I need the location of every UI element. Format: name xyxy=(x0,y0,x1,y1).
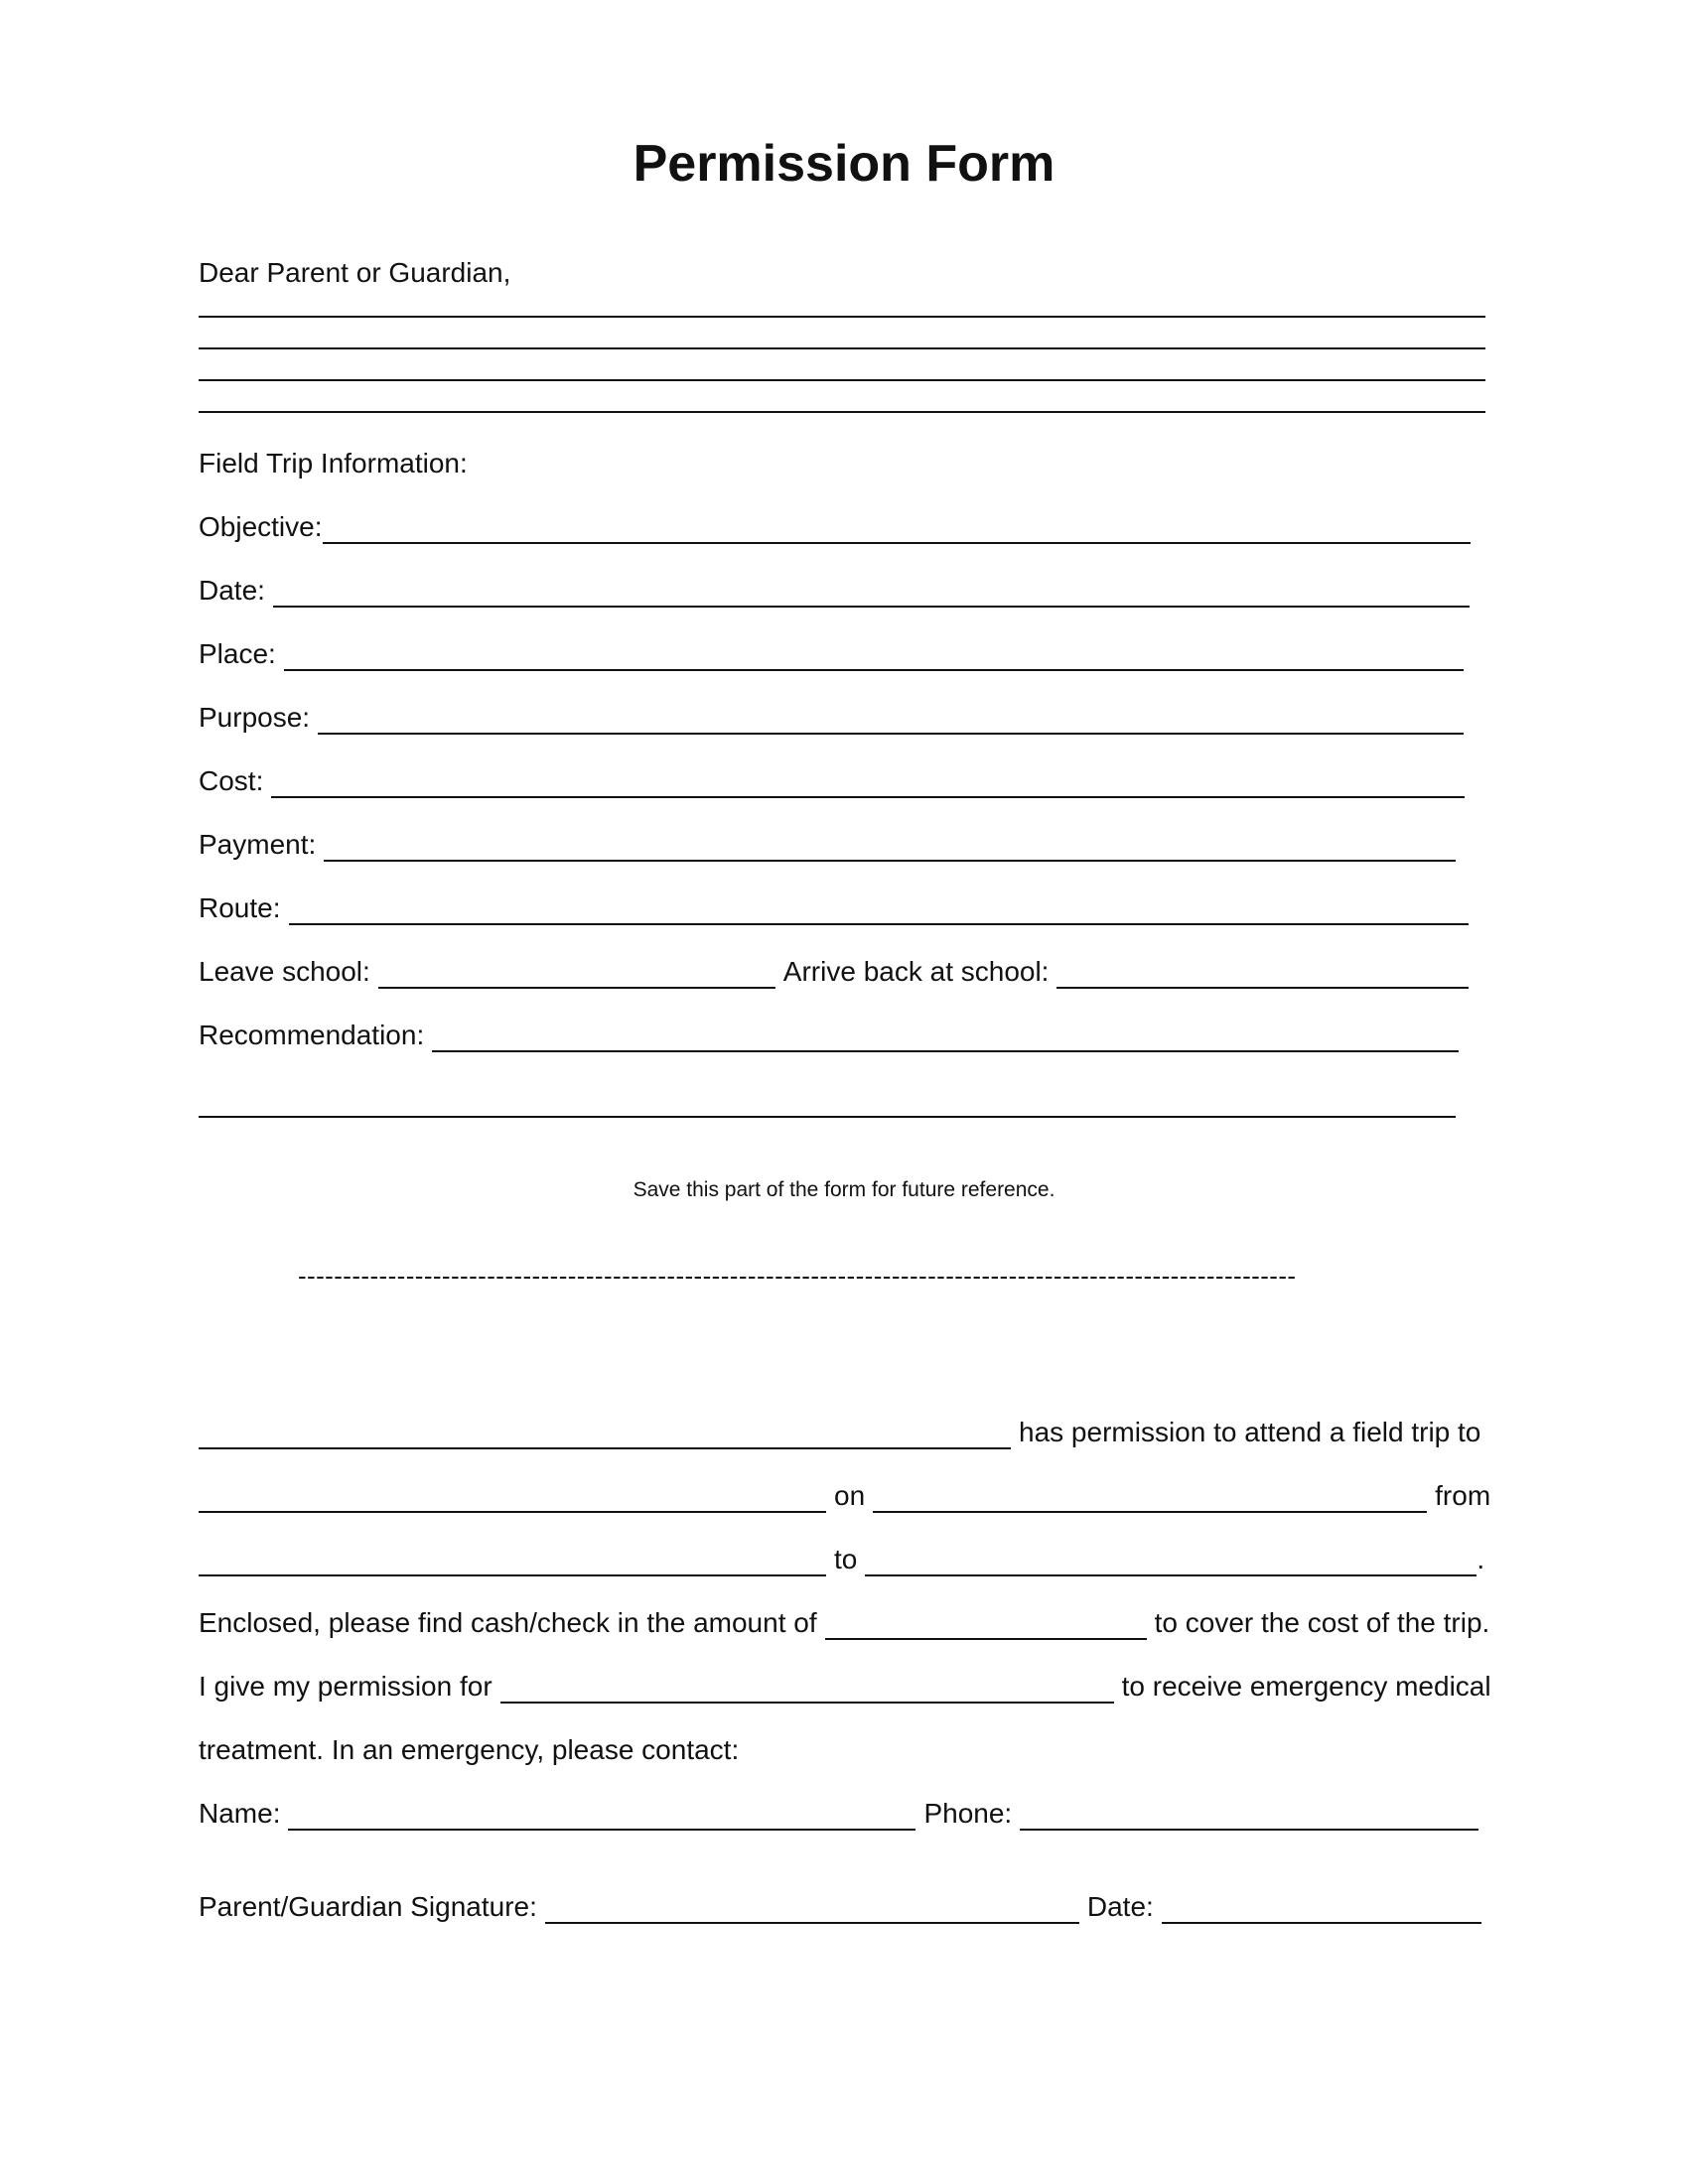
cost-label: Cost: xyxy=(199,765,264,796)
payment-row xyxy=(199,828,1456,862)
trip-date-field[interactable] xyxy=(873,1481,1427,1513)
purpose-label: Purpose: xyxy=(199,702,311,733)
cut-line: --------------------------------------------------------------------------------------------------------------- xyxy=(298,1261,1297,1291)
leave-school-field[interactable] xyxy=(378,957,775,989)
place-field[interactable] xyxy=(284,639,1464,671)
leave-school-label: Leave school: xyxy=(199,956,370,987)
signature-date-label: Date: xyxy=(1086,1891,1154,1922)
slip-row-1 xyxy=(199,1416,1480,1449)
amount-field[interactable] xyxy=(825,1608,1147,1640)
place-label: Place: xyxy=(199,638,276,669)
route-field[interactable] xyxy=(289,893,1469,925)
letter-line-3[interactable] xyxy=(199,379,1485,381)
save-note: Save this part of the form for future reference. xyxy=(633,1178,1055,1201)
objective-row xyxy=(199,510,1471,544)
slip-row-3 xyxy=(199,1543,1484,1576)
has-permission-text: has permission to attend a field trip to xyxy=(1019,1417,1481,1447)
medical-student-name-field[interactable] xyxy=(500,1672,1114,1704)
route-label: Route: xyxy=(199,892,281,923)
destination-field[interactable] xyxy=(199,1481,826,1513)
date-label: Date: xyxy=(199,575,265,606)
enclosed-prefix: Enclosed, please find cash/check in the amount of xyxy=(199,1607,817,1638)
page-title: Permission Form xyxy=(633,135,1055,193)
signature-row xyxy=(199,1890,1481,1924)
enclosed-suffix: to cover the cost of the trip. xyxy=(1154,1607,1490,1638)
route-row xyxy=(199,891,1469,925)
phone-label: Phone: xyxy=(923,1798,1013,1829)
name-label: Name: xyxy=(199,1798,281,1829)
recommendation-line-2[interactable] xyxy=(199,1116,1456,1118)
slip-row-5 xyxy=(199,1670,1491,1704)
on-text: on xyxy=(834,1480,866,1511)
signature-field[interactable] xyxy=(545,1892,1079,1924)
contact-name-field[interactable] xyxy=(288,1799,915,1831)
contact-row xyxy=(199,1797,1478,1831)
recommendation-row xyxy=(199,1019,1459,1052)
cost-field[interactable] xyxy=(271,766,1465,798)
to-text: to xyxy=(834,1544,858,1574)
date-field[interactable] xyxy=(273,576,1470,608)
times-row xyxy=(199,955,1469,989)
payment-field[interactable] xyxy=(324,830,1456,862)
letter-line-4[interactable] xyxy=(199,411,1485,413)
signature-label: Parent/Guardian Signature: xyxy=(199,1891,537,1922)
from-text: from xyxy=(1435,1480,1491,1511)
place-row xyxy=(199,637,1464,671)
objective-field[interactable] xyxy=(323,512,1471,544)
payment-label: Payment: xyxy=(199,829,317,860)
give-permission-suffix: to receive emergency medical xyxy=(1121,1671,1491,1702)
date-row xyxy=(199,574,1470,608)
section-heading: Field Trip Information: xyxy=(199,448,468,478)
arrive-back-field[interactable] xyxy=(1056,957,1469,989)
purpose-row xyxy=(199,701,1464,735)
objective-label: Objective: xyxy=(199,511,323,542)
arrive-back-label: Arrive back at school: xyxy=(782,956,1050,987)
start-time-field[interactable] xyxy=(199,1545,826,1576)
give-permission-prefix: I give my permission for xyxy=(199,1671,492,1702)
salutation: Dear Parent or Guardian, xyxy=(199,257,511,288)
letter-line-1[interactable] xyxy=(199,316,1485,318)
purpose-field[interactable] xyxy=(318,703,1464,735)
end-time-field[interactable] xyxy=(865,1545,1477,1576)
signature-date-field[interactable] xyxy=(1162,1892,1481,1924)
treatment-line: treatment. In an emergency, please contact: xyxy=(199,1734,740,1765)
recommendation-field[interactable] xyxy=(432,1021,1459,1052)
phone-field[interactable] xyxy=(1020,1799,1478,1831)
letter-line-2[interactable] xyxy=(199,347,1485,349)
period-text: . xyxy=(1477,1544,1485,1574)
student-name-field[interactable] xyxy=(199,1418,1011,1449)
cost-row xyxy=(199,764,1465,798)
slip-row-2 xyxy=(199,1479,1490,1513)
slip-row-4 xyxy=(199,1606,1489,1640)
recommendation-label: Recommendation: xyxy=(199,1020,425,1050)
